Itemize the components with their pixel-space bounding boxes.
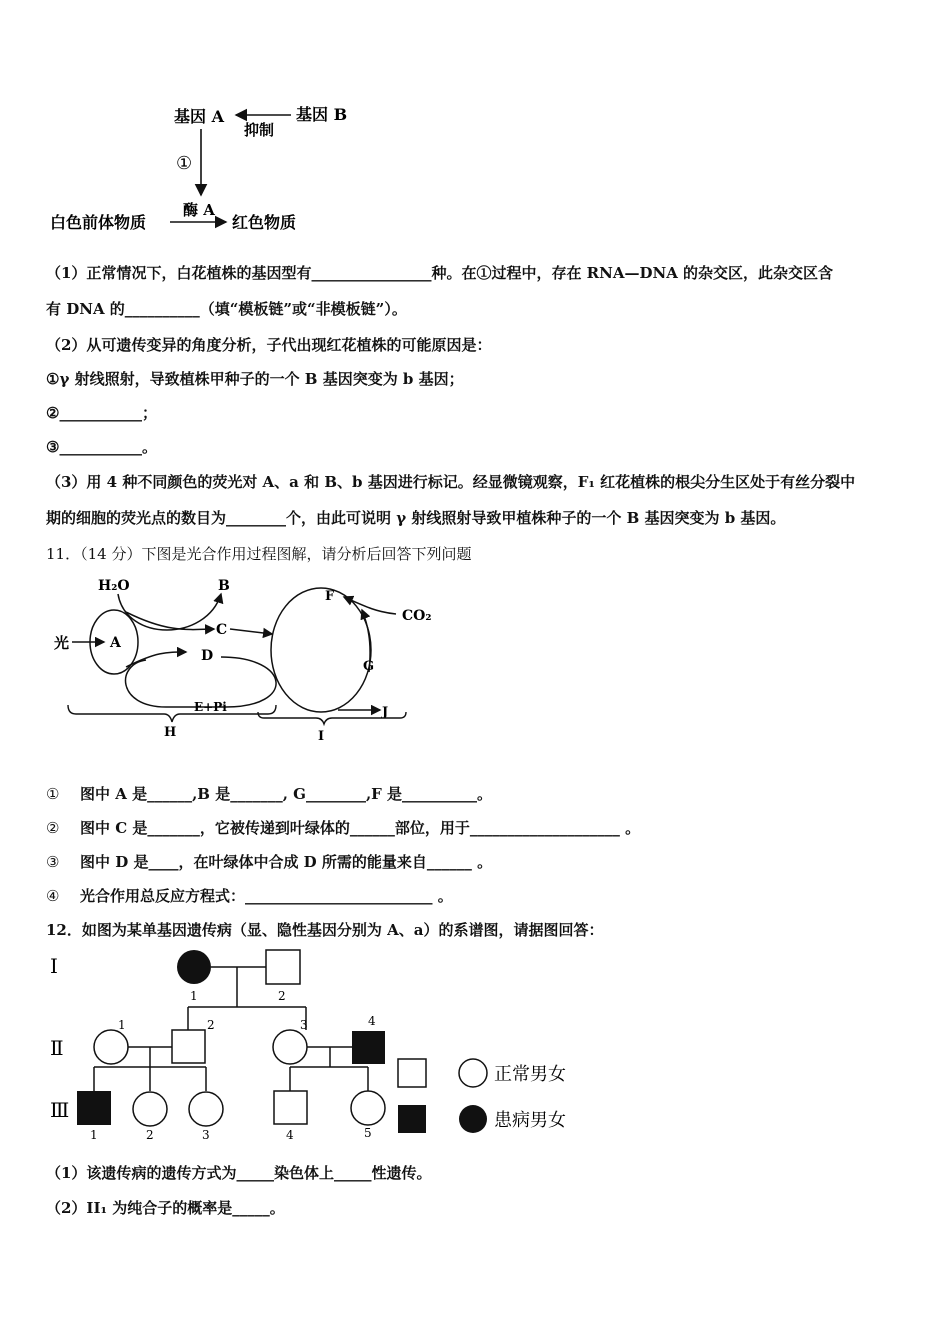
q10-part3-line-a: （3）用 4 种不同颜色的荧光对 A、a 和 B、b 基因进行标记。经显微镜观察，F₁ 红花植株的根尖分生区处于有丝分裂中 — [46, 473, 856, 491]
III2-normal-female — [133, 1092, 167, 1126]
gen-1-label: Ⅰ — [50, 954, 58, 978]
q12-part2: （2）II₁ 为纯合子的概率是_____。 — [46, 1199, 285, 1217]
q10-part1-line-a: （1）正常情况下，白花植株的基因型有________________种。在①过程中，存在 RNA—DNA 的杂交区，此杂交区含 — [46, 264, 834, 282]
q10-part1-line-b: 有 DNA 的__________（填“模板链”或“非模板链”）。 — [46, 300, 407, 318]
arrow-c-to-cycle — [230, 629, 272, 634]
arrow-a-to-d — [126, 652, 186, 667]
q10-part2-reason2: ②___________； — [46, 404, 157, 422]
inhibit-label: 抑制 — [244, 121, 275, 139]
I2-normal-male — [266, 950, 300, 984]
q11-item1-text: 图中 A 是______,B 是_______, G________,F 是__________。 — [80, 785, 493, 803]
legend-affected-text: 患病男女 — [494, 1110, 566, 1131]
gene-b-label: 基因 B — [296, 105, 348, 124]
label-i: I — [318, 729, 325, 742]
I1-affected-female — [177, 950, 211, 984]
II2-number: 2 — [207, 1018, 215, 1032]
q10-part2-reason1: ①γ 射线照射，导致植株甲种子的一个 B 基因突变为 b 基因； — [46, 370, 464, 388]
q11-item1 — [46, 783, 492, 804]
arrow-co2-to-f — [344, 597, 396, 614]
photosynthesis-diagram — [46, 572, 456, 742]
II4-affected-male — [352, 1031, 385, 1064]
q11-item4 — [46, 885, 453, 906]
label-h: H — [164, 725, 177, 740]
III2-number: 2 — [146, 1128, 154, 1142]
q12-part1: （1）该遗传病的遗传方式为_____染色体上_____性遗传。 — [46, 1164, 432, 1182]
q10-part3-line-b: 期的细胞的荧光点的数目为________个，由此可说明 γ 射线照射导致甲植株种子的一个 B 基因突变为 b 基因。 — [46, 509, 786, 527]
III3-normal-female — [189, 1092, 223, 1126]
label-j: J — [382, 705, 389, 720]
label-d: D — [201, 648, 214, 664]
I1-number: 1 — [190, 989, 198, 1003]
III4-number: 4 — [286, 1128, 294, 1142]
III3-number: 3 — [202, 1128, 210, 1142]
white-precursor-label: 白色前体物质 — [50, 213, 147, 232]
label-co2: CO₂ — [402, 608, 432, 624]
pedigree-chart — [46, 945, 586, 1145]
II2-normal-male — [172, 1030, 205, 1063]
step1-label: ① — [176, 153, 193, 174]
red-substance-label: 红色物质 — [232, 213, 297, 232]
III1-affected-male — [77, 1091, 111, 1125]
gen-3-label: Ⅲ — [50, 1098, 70, 1122]
calvin-cycle — [271, 588, 371, 712]
gene-a-label: 基因 A — [174, 107, 224, 126]
II3-number: 3 — [300, 1018, 308, 1032]
gen-2-label: Ⅱ — [50, 1036, 64, 1060]
II1-normal-female — [94, 1030, 128, 1064]
q11-item2-text: 图中 C 是_______，它被传递到叶绿体的______部位，用于____________________ 。 — [80, 819, 641, 837]
II4-number: 4 — [368, 1014, 376, 1028]
label-e-pi: E+Pi — [194, 700, 227, 714]
q11-item3-text: 图中 D 是____，在叶绿体中合成 D 所需的能量来自______ 。 — [80, 853, 493, 871]
q11-item4-text: 光合作用总反应方程式：_________________________ 。 — [80, 887, 453, 905]
q11-title: 11．（14 分）下图是光合作用过程图解，请分析后回答下列问题 — [46, 545, 472, 563]
q11-item1-num: ① — [46, 785, 60, 803]
III1-number: 1 — [90, 1128, 98, 1142]
II3-normal-female — [273, 1030, 307, 1064]
q12-title: 12．如图为某单基因遗传病（显、隐性基因分别为 A、a）的系谱图，请据图回答： — [46, 921, 604, 939]
label-a: A — [110, 635, 121, 651]
q11-item2 — [46, 817, 640, 838]
III4-normal-male — [274, 1091, 307, 1124]
q10-part2-reason3: ③___________。 — [46, 438, 157, 456]
III5-number: 5 — [364, 1126, 372, 1140]
I2-number: 2 — [278, 989, 286, 1003]
label-g: G — [363, 659, 375, 674]
label-b: B — [218, 578, 230, 594]
q11-item4-num: ④ — [46, 887, 60, 905]
legend-affected-female — [459, 1105, 487, 1133]
enzyme-label: 酶 A — [183, 201, 215, 219]
q11-item3 — [46, 851, 492, 872]
II1-number: 1 — [118, 1018, 126, 1032]
gene-pathway-diagram — [46, 95, 366, 240]
legend-affected-male — [398, 1105, 426, 1133]
label-c: C — [216, 622, 228, 638]
q10-part2: （2）从可遗传变异的角度分析，子代出现红花植株的可能原因是： — [46, 336, 492, 354]
label-h2o: H₂O — [98, 578, 130, 594]
III5-normal-female — [351, 1091, 385, 1125]
q11-item2-num: ② — [46, 819, 60, 837]
label-light: 光 — [54, 634, 70, 652]
legend-normal-text: 正常男女 — [494, 1064, 566, 1085]
q11-item3-num: ③ — [46, 853, 60, 871]
label-f: F — [325, 589, 335, 604]
legend-normal-female — [459, 1059, 487, 1087]
legend-normal-male — [398, 1059, 426, 1087]
